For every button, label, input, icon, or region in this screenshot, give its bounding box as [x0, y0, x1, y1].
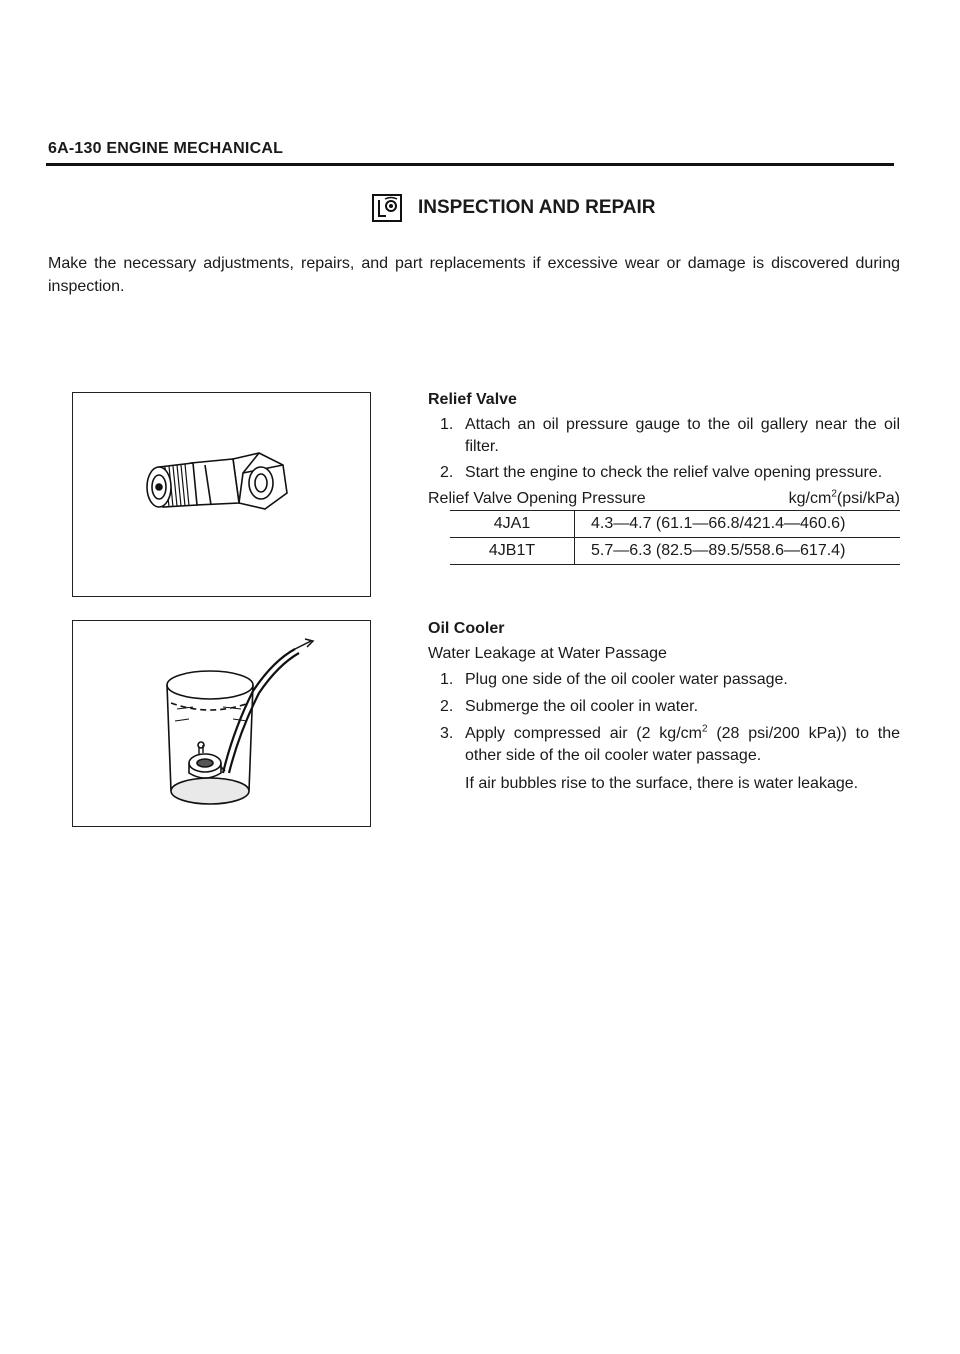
relief-valve-figure: [72, 392, 371, 597]
page-header: 6A-130 ENGINE MECHANICAL: [48, 140, 284, 157]
list-item: [428, 696, 900, 718]
list-item: [428, 723, 900, 767]
leak-note: If air bubbles rise to the surface, there is water leakage.: [465, 775, 859, 792]
spec-unit-prefix: kg/cm: [788, 490, 832, 507]
step-number: 2.: [440, 464, 454, 481]
spec-unit-sup: 2: [831, 488, 837, 500]
list-item: [428, 669, 900, 691]
spec-unit: [789, 488, 900, 510]
oil-cooler-submerged-illustration: [73, 621, 370, 826]
oil-cooler-section: [428, 618, 900, 795]
spec-table: [450, 510, 900, 565]
inspection-icon: [372, 194, 402, 222]
model-cell: 4JB1T: [450, 538, 575, 565]
value-cell: 5.7—6.3 (82.5—89.5/558.6—617.4): [575, 538, 901, 565]
spec-label: Relief Valve Opening Pressure: [428, 490, 646, 507]
list-item: [428, 414, 900, 458]
table-row: [450, 511, 900, 538]
step3-text-pre: Apply compressed air (2 kg/cm: [465, 725, 702, 742]
step-number: 1.: [440, 416, 454, 433]
model-cell: 4JA1: [450, 511, 575, 538]
step-number: 2.: [440, 698, 454, 715]
table-row: [450, 538, 900, 565]
step3-text-post: (28 psi/200 kPa)) to the other side of the oil cooler water passage.: [465, 725, 900, 764]
step-number: 1.: [440, 671, 454, 688]
relief-valve-illustration: [73, 393, 370, 596]
step3-sup: 2: [701, 723, 708, 735]
step-number: 3.: [440, 725, 454, 742]
relief-valve-heading: Relief Valve: [428, 391, 517, 408]
spec-header: [428, 488, 900, 510]
value-cell: 4.3—4.7 (61.1—66.8/421.4—460.6): [575, 511, 901, 538]
step-text: Start the engine to check the relief valve opening pressure.: [465, 464, 883, 481]
oil-cooler-figure: [72, 620, 371, 827]
list-item: [428, 462, 900, 484]
intro-paragraph: Make the necessary adjustments, repairs, and part replacements if excessive wear or damage is discovered during inspection.: [48, 255, 900, 295]
step-text: Submerge the oil cooler in water.: [465, 698, 699, 715]
oil-cooler-heading: Oil Cooler: [428, 620, 505, 637]
step-text: Attach an oil pressure gauge to the oil gallery near the oil filter.: [465, 416, 900, 455]
step-text: Plug one side of the oil cooler water passage.: [465, 671, 788, 688]
oil-cooler-subheading: Water Leakage at Water Passage: [428, 645, 667, 662]
relief-valve-section: [428, 389, 900, 565]
spec-unit-suffix: (psi/kPa): [836, 490, 900, 507]
step-text: [453, 723, 900, 767]
header-rule: [46, 163, 894, 166]
section-title: INSPECTION AND REPAIR: [418, 197, 656, 218]
